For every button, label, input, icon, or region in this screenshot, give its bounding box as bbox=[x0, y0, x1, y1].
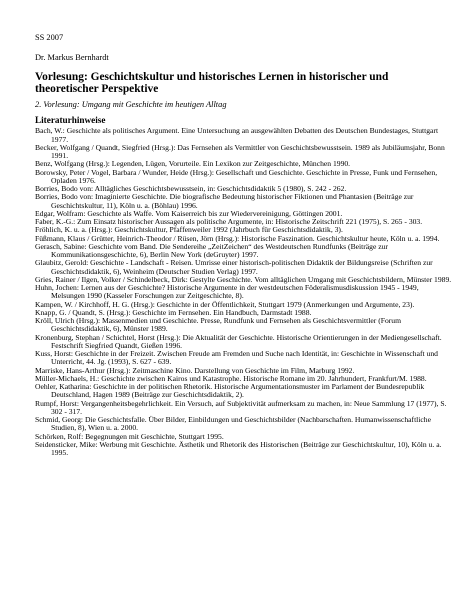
lecture-subtitle: 2. Vorlesung: Umgang mit Geschichte im heutigen Alltag bbox=[35, 100, 227, 110]
reference-entry: Becker, Wolfgang / Quandt, Siegfried (Hrsg.): Das Fernsehen als Vermittler von Geschichtsbewusstsein. 1989 als Jubiläumsjahr, Bonn 1991. bbox=[35, 142, 445, 161]
reference-entry: Marriske, Hans-Arthur (Hrsg.): Zeitmaschine Kino. Darstellung von Geschichte im Film, Marburg 1992. bbox=[35, 365, 355, 375]
lecture-title: Vorlesung: Geschichtskultur und historisches Lernen in historischer und theoretischer Perspektive bbox=[35, 71, 389, 96]
section-heading: Literaturhinweise bbox=[35, 115, 106, 126]
reference-entry: Edgar, Wolfram: Geschichte als Waffe. Vom Kaiserreich bis zur Wiedervereinigung, Göttingen 2001. bbox=[35, 208, 343, 218]
reference-entry: Schörken, Rolf: Begegnungen mit Geschichte, Stuttgart 1995. bbox=[35, 431, 224, 441]
reference-entry: Knapp, G. / Quandt, S. (Hrsg.): Geschichte im Fernsehen. Ein Handbuch, Darmstadt 1988. bbox=[35, 307, 312, 317]
reference-entry: Faber, K.-G.: Zum Einsatz historischer Aussagen als politische Argumente, in: Historische Zeitschrift 221 (1975), S. 265 - 303. bbox=[35, 217, 423, 227]
reference-entry: Schmid, Georg: Die Geschichtsfalle. Über Bilder, Einbildungen und Geschichtsbilder (Nachbarschaften. Humanwissenschaftliche Studien, 8), Wien u. a. 2000. bbox=[35, 415, 431, 433]
lecturer-name: Dr. Markus Bernhardt bbox=[35, 53, 109, 63]
reference-entry: Fröhlich, K. u. a. (Hrsg.): Geschichtskultur, Pfaffenweiler 1992 (Jahrbuch für Geschichtsdidaktik, 3). bbox=[35, 225, 343, 235]
reference-entry: Huhn, Jochen: Lernen aus der Geschichte? Historische Argumente in der westdeutschen Föderalismusdiskussion 1945 - 1949, Melsungen 1990 (Kasseler Forschungen zur Zeitgeschichte, 8). bbox=[35, 283, 419, 301]
reference-entry: Gries, Rainer / Ilgen, Volker / Schindelbeck, Dirk: Gestylte Geschichte. Vom alltäglichen Umgang mit Geschichtsbildern, Münster 1989. bbox=[35, 274, 452, 284]
reference-entry: Seidensticker, Mike: Werbung mit Geschichte. Ästhetik und Rhetorik des Historischen (Beiträge zur Geschichtskultur, 10), Köln u. a. 1995. bbox=[35, 439, 442, 458]
reference-entry: Benz, Wolfgang (Hrsg.): Legenden, Lügen, Vorurteile. Ein Lexikon zur Zeitgeschichte, München 1990. bbox=[35, 159, 351, 169]
reference-entry: Kröll, Ulrich (Hrsg.): Massenmedien und Geschichte. Presse, Rundfunk und Fernsehen als Geschichtsvermittler (Forum Geschichtsdidaktik, 6), Münster 1989. bbox=[35, 316, 402, 334]
reference-entry: Füßmann, Klaus / Grütter, Heinrich-Theodor / Rüsen, Jörn (Hrsg.): Historische Faszination. Geschichtskultur heute, Köln u. a. 1994. bbox=[35, 233, 440, 243]
reference-list bbox=[35, 127, 454, 457]
reference-entry: Borries, Bodo von: Imaginierte Geschichte. Die biografische Bedeutung historischer Fiktionen und Phantasien (Beiträge zur Geschichtskultur, 11), Köln u. a. (Böhlau) 1996. bbox=[35, 192, 414, 210]
reference-entry: Kampen, W. / Kirchhoff, H. G. (Hrsg.): Geschichte in der Öffentlichkeit, Stuttgart 1979 (Anmerkungen und Argumente, 23). bbox=[35, 299, 415, 309]
reference-entry: Müller-Michaels, H.: Geschichte zwischen Kairos und Katastrophe. Historische Romane im 20. Jahrhundert, Frankfurt/M. 1988. bbox=[35, 373, 427, 383]
reference-entry: Glaubitz, Gerold: Geschichte - Landschaft - Reisen. Umrisse einer historisch-politischen Didaktik der Bildungsreise (Schriften zur Geschichtsdidaktik, 6), Weinheim (Deutscher Studien Verlag) 1997. bbox=[35, 258, 433, 276]
reference-entry: Kronenburg, Stephan / Schichtel, Horst (Hrsg.): Die Aktualität der Geschichte. Historische Orientierungen in der Mediengesellschaft. Festschrift Siegfried Quandt, Gießen 1996. bbox=[35, 332, 442, 350]
reference-entry: Oehler, Katharina: Geschichte in der politischen Rhetorik. Historische Argumentationsmuster im Parlament der Bundesrepublik Deutschland, Hagen 1989 (Beiträge zur Geschichtsdidaktik, 2). bbox=[35, 382, 425, 400]
reference-entry: Kuss, Horst: Geschichte in der Freizeit. Zwischen Freude am Fremden und Suche nach Identität, in: Geschichte in Wissenschaft und Unterricht, 44. Jg. (1993), S. 627 - 639. bbox=[35, 349, 438, 367]
reference-entry: Rumpf, Horst: Vergangenheitsbegehrlichkeit. Ein Versuch, auf Subjektivität aufmerksam zu machen, in: Neue Sammlung 17 (1977), S. 302 - 317. bbox=[35, 398, 447, 416]
semester-label: SS 2007 bbox=[35, 33, 64, 42]
reference-entry: Borries, Bodo von: Alltägliches Geschichtsbewusstsein, in: Geschichtsdidaktik 5 (1980), S. 242 - 262. bbox=[35, 184, 347, 194]
reference-entry: Gerasch, Sabine: Geschichte vom Band. Die Sendereihe „ZeitZeichen“ des Westdeutschen Rundfunks (Beiträge zur Kommunikationsgeschichte, 6), Berlin New York (deGruyter) 1997. bbox=[35, 241, 388, 260]
reference-entry: Bach, W.: Geschichte als politisches Argument. Eine Untersuchung an ausgewählten Debatten des Deutschen Bundestages, Stuttgart 1977. bbox=[35, 126, 439, 144]
reference-entry: Borowsky, Peter / Vogel, Barbara / Wunder, Heide (Hrsg.): Gesellschaft und Geschichte. Geschichte in Presse, Funk und Fernsehen, Opladen 1976. bbox=[35, 167, 438, 185]
